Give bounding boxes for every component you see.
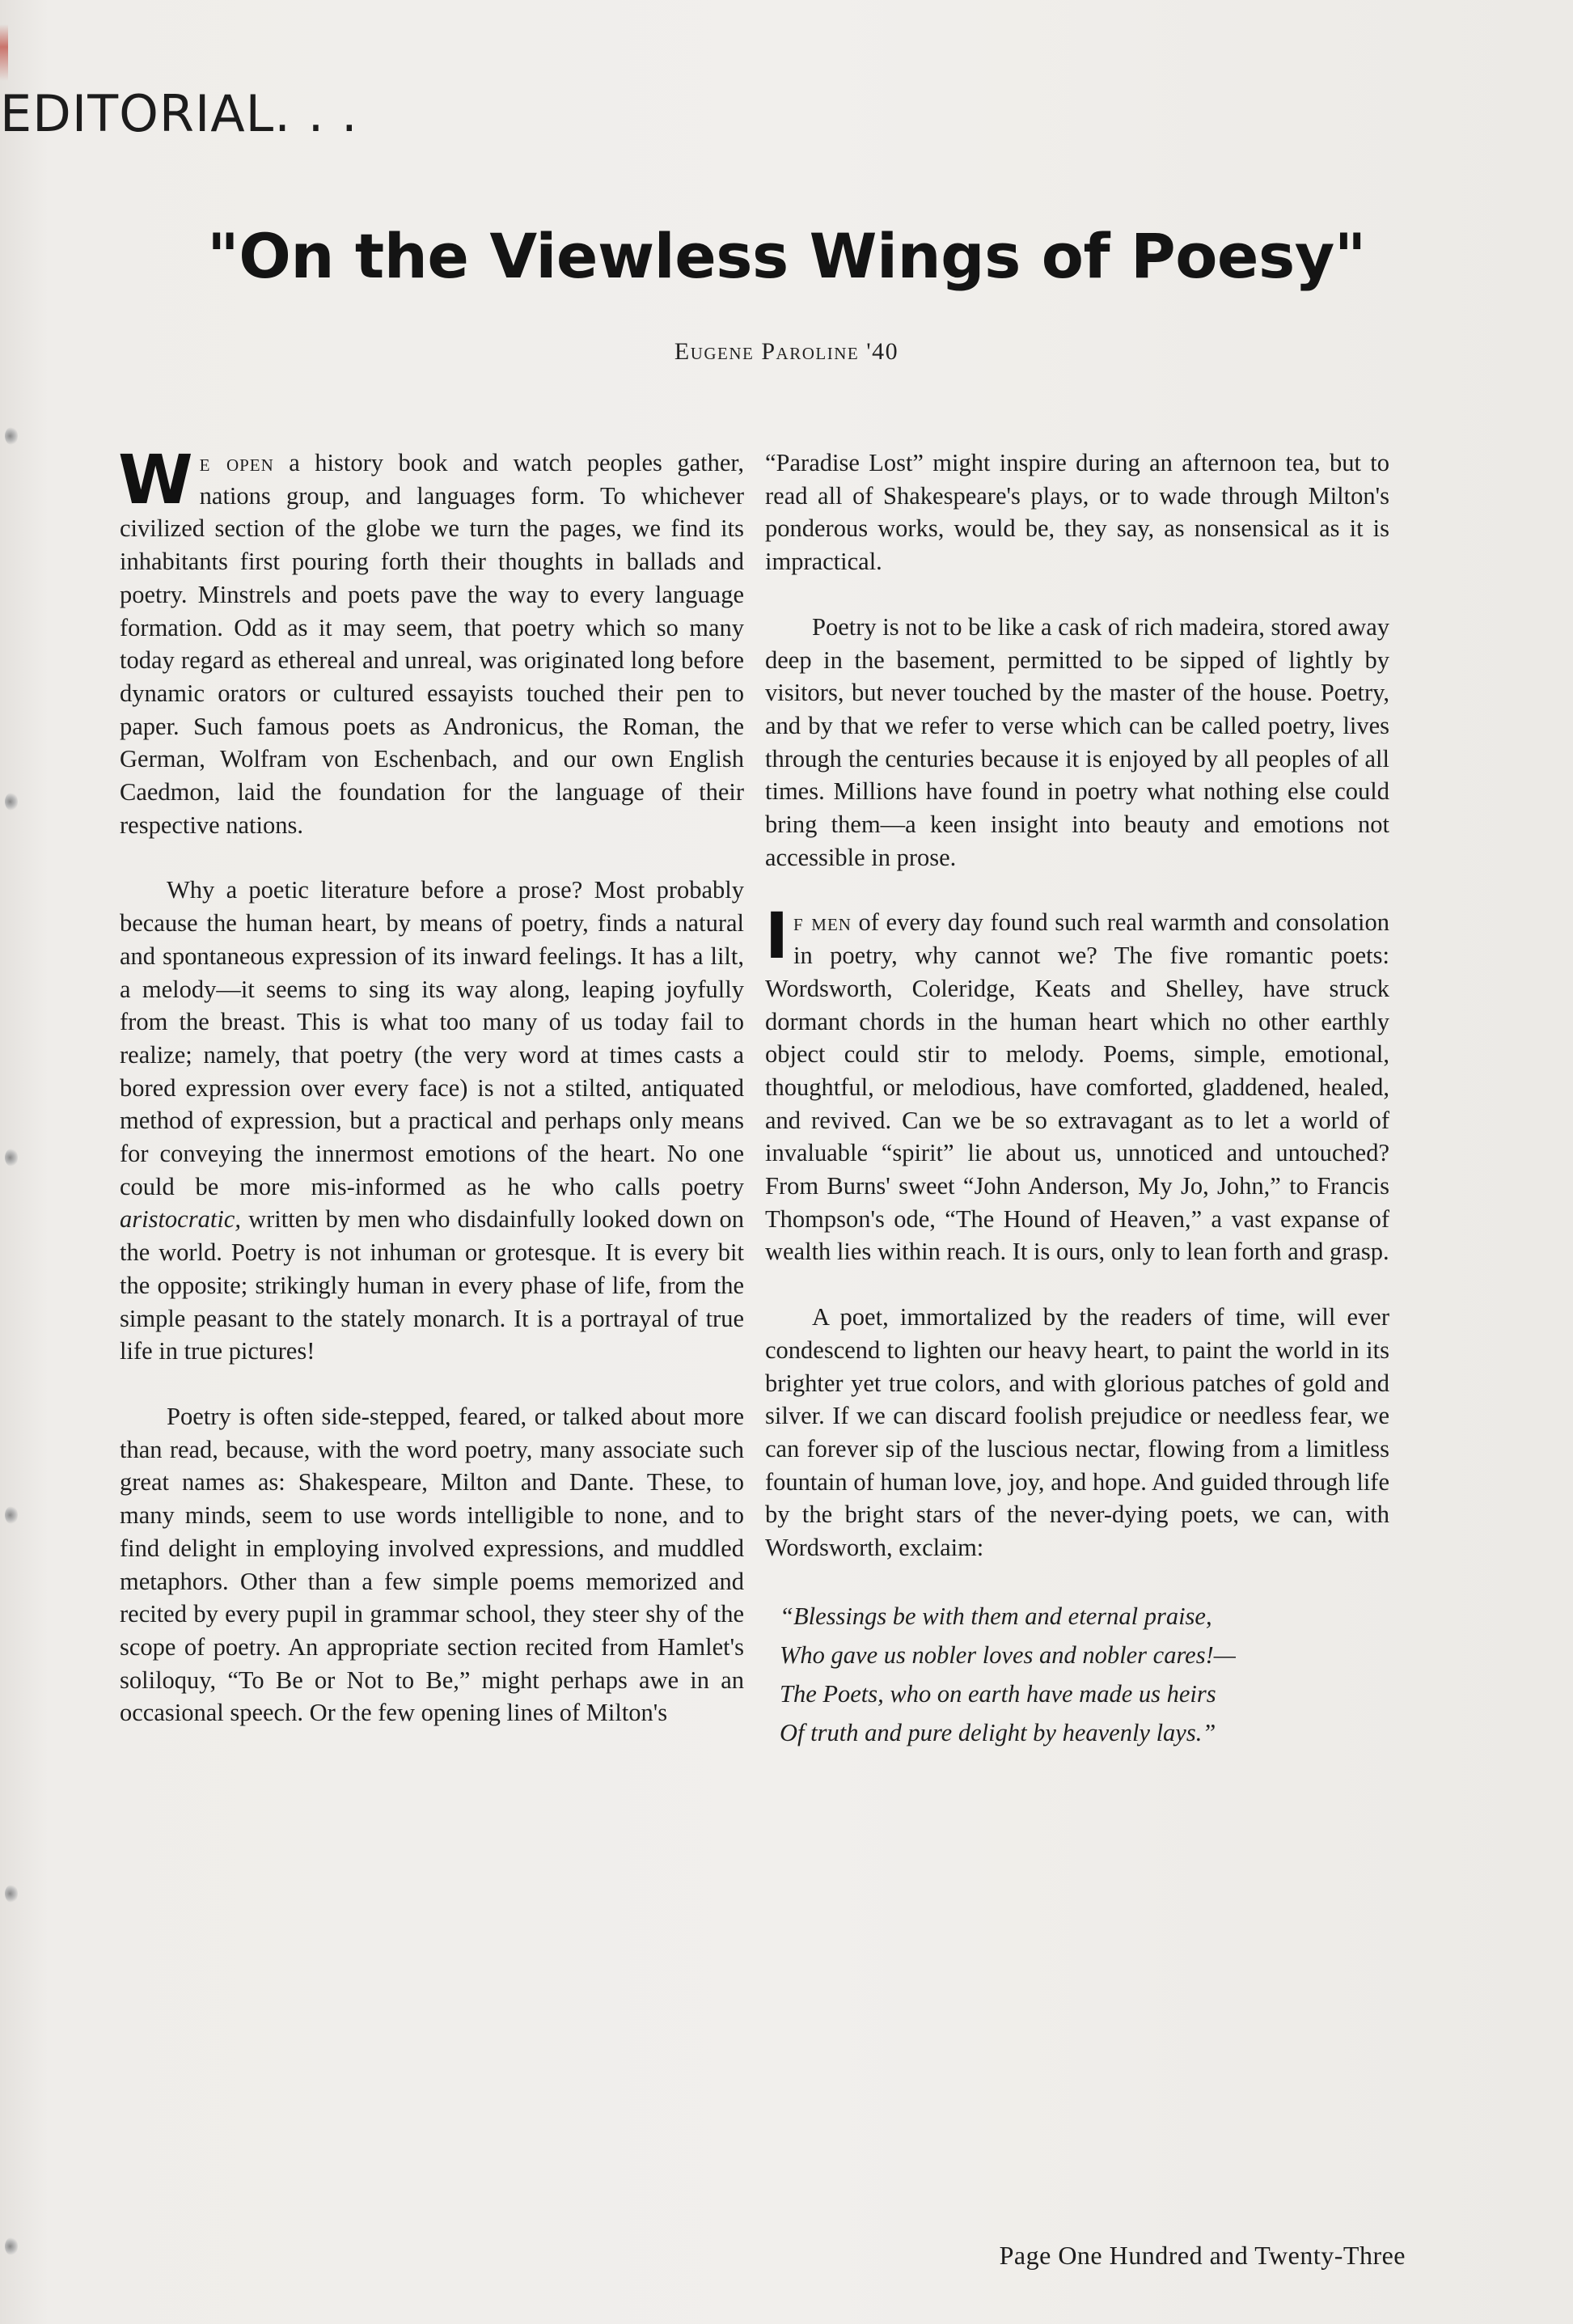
paragraph: Poetry is not to be like a cask of rich madeira, stored away deep in the basement, permitted to be sipped of lightly by visitors, but never touched by the master of the house. Poetry, and by that we refer to verse which can be called poetry, lives through the centuries because it is enjoyed by all peoples of all times. Millions have found in poetry what nothing else could bring them—a keen insight into beauty and emotions not accessible in prose. (765, 612, 1389, 871)
paragraph: Poetry is often side-stepped, feared, or talked about more than read, because, with the word poetry, many associate such great names as: Shakespeare, Milton and Dante. These, to many minds, seem to use words intelligible to none, and to find delight in employing involved expressions, and muddled metaphors. Other than a few simple poems memorized and recited by every pupil in grammar school, they steer shy of the scope of poetry. An appropriate section recited from Hamlet's soliloquy, “To Be or Not to Be,” might perhaps awe in an occasional speech. Or the few opening lines of Milton's (120, 1402, 744, 1727)
poem-line: “Blessings be with them and eternal praise, (780, 1602, 1212, 1630)
paragraph-text: a history book and watch peoples gather, nations group, and languages form. To whichever civilized section of the globe we turn the pages, we find its inhabitants first pouring forth their thoughts in ballads and poetry. Minstrels and poets pave the way to every language formation. Odd as it may seem, that poetry which so many today regard as ethereal and unreal, was originated long before dynamic orators or cultured essayists touched their pen to paper. Such famous poets as Andronicus, the Roman, the German, Wolfram von Eschenbach, and our own English Caedmon, laid the foundation for the language of their respective nations. (120, 449, 744, 839)
poem-line: Who gave us nobler loves and nobler cares!— (780, 1640, 1236, 1669)
section-label: EDITORIAL. . . (0, 84, 358, 143)
drop-cap: W (118, 440, 193, 519)
right-column (765, 447, 1389, 1752)
emphasis-text: aristocratic, (120, 1205, 241, 1234)
article-title: "On the Viewless Wings of Poesy" (207, 220, 1366, 292)
paragraph-text: written by men who disdainfully looked down on the world. Poetry is not inhuman or grotesque. It is every bit the opposite; strikingly human in every phase of life, from the simple peasant to the stately monarch. It is a portrayal of true life in true pictures! (120, 1205, 744, 1365)
poem-line: Of truth and pure delight by heavenly lays.” (780, 1718, 1216, 1746)
binding-hole (5, 793, 18, 811)
binding-hole (5, 2237, 18, 2255)
lead-in: f men (793, 908, 852, 937)
binding-hole (5, 1885, 18, 1903)
binding-hole (5, 1149, 18, 1166)
poem-line: The Poets, who on earth have made us heirs (780, 1679, 1216, 1708)
binding-hole (5, 427, 18, 445)
page-number: Page One Hundred and Twenty-Three (999, 2241, 1406, 2270)
paragraph: “Paradise Lost” might inspire during an afternoon tea, but to read all of Shakespeare's plays, or to wade through Milton's ponderous works, would be, they say, as nonsensical as it is impractical. (765, 449, 1389, 576)
lead-in: e open (199, 449, 274, 476)
paragraph: A poet, immortalized by the readers of time, will ever condescend to lighten our heavy heart, to paint the world in its brighter yet true colors, and with glorious patches of gold and silver. If we can discard foolish prejudice or needless fear, we can forever sip of the luscious nectar, flowing from a limitless fountain of human love, joy, and hope. And guided through life by the bright stars of the never-dying poets, we can, with Wordsworth, exclaim: (765, 1303, 1389, 1562)
drop-cap: I (765, 900, 789, 974)
paragraph-text: Why a poetic literature before a prose? Most probably because the human heart, by means of poetry, finds a natural and spontaneous expression of its inward feelings. It has a lilt, a melody—it seems to sing its way along, leaping joyfully from the breast. This is what too many of us today fail to realize; namely, that poetry (the very word at times casts a bored expression over every face) is not a stilted, antiquated method of expression, but a practical and perhaps only means for conveying the innermost emotions of the heart. No one could be more mis-informed as he who calls poetry (120, 876, 744, 1200)
paragraph (120, 874, 744, 1368)
binding-hole (5, 1506, 18, 1524)
paragraph-text: of every day found such real warmth and consolation in poetry, why cannot we? The five romantic poets: Wordsworth, Coleridge, Keats and Shelley, have struck dormant chords in the human heart which no other earthly object could stir to melody. Poems, simple, emotional, thoughtful, or melodious, have comforted, gladdened, healed, and revived. Can we be so extravagant as to let a world of invaluable “spirit” lie about us, unnoticed and untouched? From Burns' sweet “John Anderson, My Jo, John,” to Francis Thompson's ode, “The Hound of Heaven,” a vast expanse of wealth lies within reach. It is ours, only to lean forth and grasp. (765, 908, 1389, 1266)
left-column (118, 440, 744, 1762)
paragraph (765, 900, 1389, 1268)
article-author: Eugene Paroline '40 (674, 338, 899, 365)
red-tab-mark (0, 24, 8, 81)
paragraph (118, 440, 744, 841)
poem-quote (780, 1597, 1389, 1752)
